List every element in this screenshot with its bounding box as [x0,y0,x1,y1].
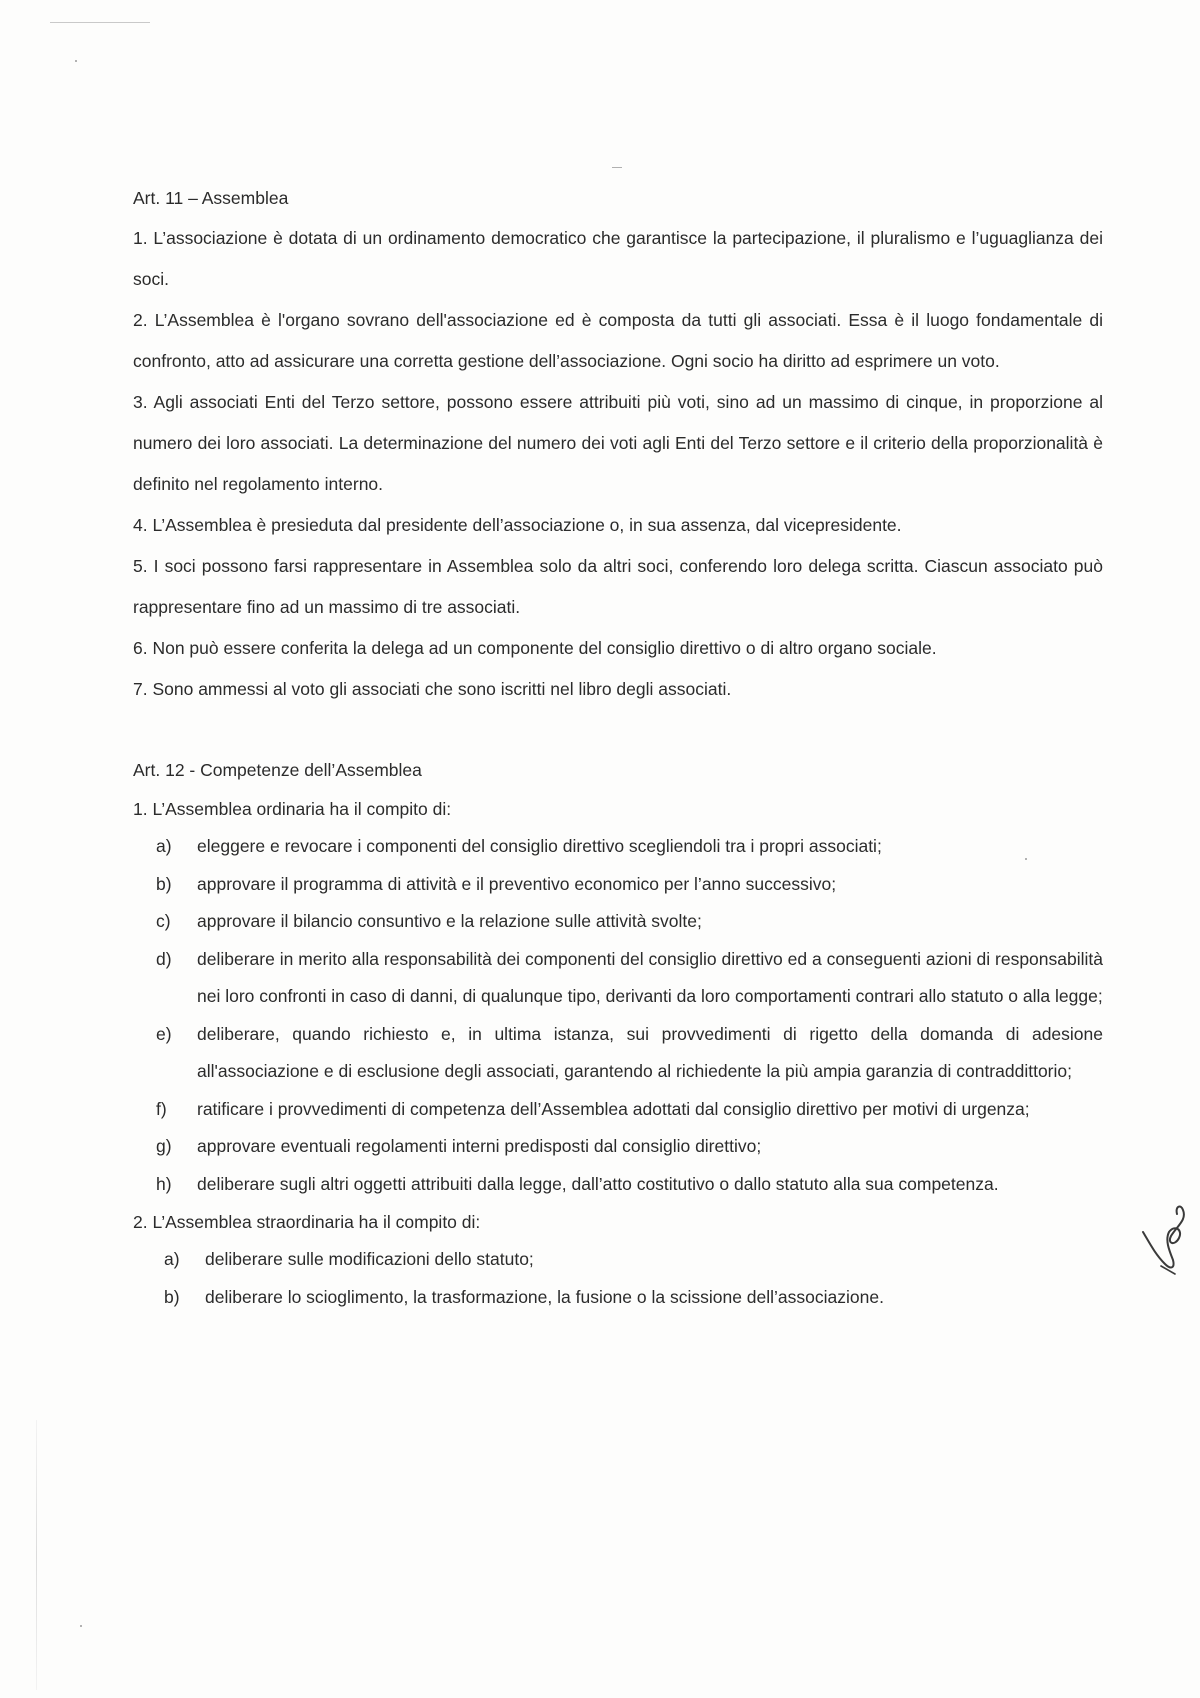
scan-artifact-line [50,22,150,23]
handwritten-initials-signature [1135,1180,1195,1280]
extraordinary-assembly-intro: 2. L’Assemblea straordinaria ha il compito di: [133,1212,481,1232]
article-11-paragraph: 6. Non può essere conferita la delega ad un componente del consiglio direttivo o di altro organo sociale. [133,638,937,658]
list-item-text: approvare il bilancio consuntivo e la relazione sulle attività svolte; [197,911,702,931]
list-item-text: eleggere e revocare i componenti del consiglio direttivo scegliendoli tra i propri associati; [197,836,882,856]
scan-artifact-edge [36,1420,37,1690]
list-item [133,1241,1103,1279]
article-11-paragraph: 2. L’Assemblea è l'organo sovrano dell'associazione ed è composta da tutti gli associati. Essa è il luogo fondamentale di confronto, atto ad assicurare una corretta gestione dell’associazione. Ogni socio ha diritto ad esprimere un voto. [133,310,1103,371]
list-item [133,1279,1103,1317]
extraordinary-assembly-list [133,1241,1103,1316]
list-marker: c) [156,911,171,931]
ordinary-assembly-list [133,828,1103,1203]
list-item [133,1128,1103,1166]
list-item-text: approvare eventuali regolamenti interni predisposti dal consiglio direttivo; [197,1136,762,1156]
list-item-text: ratificare i provvedimenti di competenza dell’Assemblea adottati dal consiglio direttivo per motivi di urgenza; [197,1098,1030,1119]
list-item [133,1166,1103,1204]
list-marker: g) [156,1136,172,1156]
list-item [133,903,1103,941]
article-11-paragraph: 7. Sono ammessi al voto gli associati che sono iscritti nel libro degli associati. [133,679,732,699]
list-item-text: deliberare sulle modificazioni dello statuto; [205,1249,534,1269]
list-marker: a) [156,836,172,856]
list-marker: h) [156,1173,172,1194]
list-marker: a) [164,1249,180,1269]
list-item [133,1016,1103,1091]
list-marker: d) [156,948,172,969]
list-item-text: deliberare in merito alla responsabilità dei componenti del consiglio direttivo ed a conseguenti azioni di responsabilità nei loro confronti in caso di danni, di qualunque tipo, derivanti da loro comportamenti contrari allo statuto o alla legge; [197,948,1103,1006]
list-item [133,941,1103,1016]
list-item-text: deliberare lo scioglimento, la trasformazione, la fusione o la scissione dell’associazione. [205,1286,884,1307]
article-11-paragraph: 4. L’Assemblea è presieduta dal presidente dell’associazione o, in sua assenza, dal vicepresidente. [133,515,902,535]
list-marker: f) [156,1098,167,1119]
scan-artifact-dot [80,1625,82,1627]
article-11-paragraph: 5. I soci possono farsi rappresentare in Assemblea solo da altri soci, conferendo loro delega scritta. Ciascun associato può rappresentare fino ad un massimo di tre associati. [133,556,1103,617]
article-11-title: Art. 11 – Assemblea [133,188,289,208]
ordinary-assembly-intro: 1. L’Assemblea ordinaria ha il compito di: [133,799,452,819]
list-item-text: deliberare, quando richiesto e, in ultima istanza, sui provvedimenti di rigetto della domanda di adesione all'associazione e di esclusione degli associati, garantendo al richiedente la più ampia garanzia di contraddittorio; [197,1023,1103,1081]
list-item [133,1091,1103,1129]
list-item-text: deliberare sugli altri oggetti attribuiti dalla legge, dall’atto costitutivo o dallo statuto alla sua competenza. [197,1173,999,1194]
list-marker: e) [156,1023,172,1044]
list-item [133,828,1103,866]
article-11-paragraph: 3. Agli associati Enti del Terzo settore, possono essere attribuiti più voti, sino ad un massimo di cinque, in proporzione al numero dei loro associati. La determinazione del numero dei voti agli Enti del Terzo settore e il criterio della proporzionalità è definito nel regolamento interno. [133,392,1103,494]
list-marker: b) [164,1286,180,1307]
list-marker: b) [156,873,172,894]
list-item [133,866,1103,904]
scan-artifact-dot [75,60,77,62]
article-11-paragraph: 1. L’associazione è dotata di un ordinamento democratico che garantisce la partecipazione, il pluralismo e l’uguaglianza dei soci. [133,228,1103,289]
scan-artifact-dash [612,167,622,168]
document-body [133,178,1103,1316]
list-item-text: approvare il programma di attività e il preventivo economico per l’anno successivo; [197,873,837,894]
article-12-title: Art. 12 - Competenze dell’Assemblea [133,760,422,780]
